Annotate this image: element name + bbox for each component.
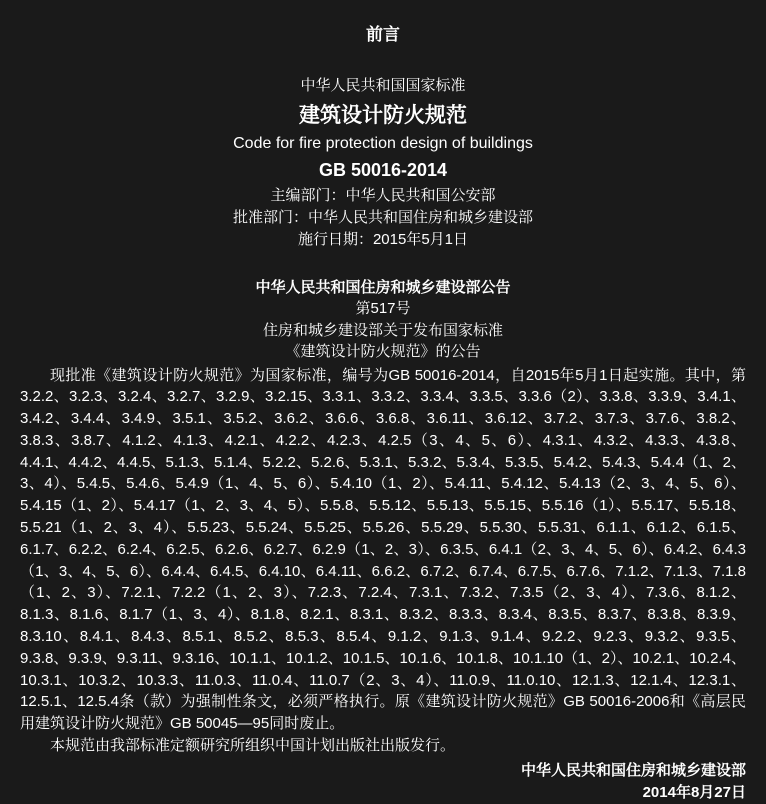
page-title: 前言 [366, 25, 400, 44]
standard-label: 中华人民共和国国家标准 [300, 77, 466, 94]
approval-department-line: 批准部门：中华人民共和国住房和城乡建设部 [232, 209, 533, 226]
announcement-body [20, 365, 746, 757]
standard-code: GB 50016-2014 [318, 160, 448, 180]
announcement-header [20, 277, 746, 363]
signature-department: 中华人民共和国住房和城乡建设部 [520, 761, 746, 779]
announcement-paragraph-1: 现批准《建筑设计防火规范》为国家标准，编号为GB 50016-2014，自2015年5月1日起实施。其中，第3.2.2、3.2.3、3.2.4、3.2.7、3.2.9、3.2.15、3.3.1、3.3.2、3.3.4、3.3.5、3.3.6（2）、3.3.8、3.3.9、3.4.1、3.4.2、3.4.4、3.4.9、3.5.1、3.5.2、3.6.2、3.6.6、3.6.8、3.6.11、3.6.12、3.7.2、3.7.3、3.7.6、3.8.2、3.8.3、3.8.7、4.1.2、4.1.3、4.2.1、4.2.2、4.2.3、4.2.5（3、4、5、6）、4.3.1、4.3.2、4.3.3、4.3.8、4.4.1、4.4.2、4.4.5、5.1.3、5.1.4、5.2.2、5.2.6、5.3.1、5.3.2、5.3.4、5.3.5、5.4.2、5.4.3、5.4.4（1、2、3、4）、5.4.5、5.4.6、5.4.9（1、4、5、6）、5.4.10（1、2）、5.4.11、5.4.12、5.4.13（2、3、4、5、6）、5.4.15（1、2）、5.4.17（1、2、3、4、5）、5.5.8、5.5.12、5.5.13、5.5.15、5.5.16（1）、5.5.17、5.5.18、5.5.21（1、2、3、4）、5.5.23、5.5.24、5.5.25、5.5.26、5.5.29、5.5.30、5.5.31、6.1.1、6.1.2、6.1.5、6.1.7、6.2.2、6.2.4、6.2.5、6.2.6、6.2.7、6.2.9（1、2、3）、6.3.5、6.4.1（2、3、4、5、6）、6.4.2、6.4.3（1、3、4、5、6）、6.4.4、6.4.5、6.4.10、6.4.11、6.6.2、6.7.2、6.7.4、6.7.5、6.7.6、7.1.2、7.1.3、7.1.8（1、2、3）、7.2.1、7.2.2（1、2、3）、7.2.3、7.2.4、7.3.1、7.3.2、7.3.5（2、3、4）、7.3.6、8.1.2、8.1.3、8.1.6、8.1.7（1、3、4）、8.1.8、8.2.1、8.3.1、8.3.2、8.3.3、8.3.4、8.3.5、8.3.7、8.3.8、8.3.9、8.3.10、8.4.1、8.4.3、8.5.1、8.5.2、8.5.3、8.5.4、9.1.2、9.1.3、9.1.4、9.2.2、9.2.3、9.3.2、9.3.5、9.3.8、9.3.9、9.3.11、9.3.16、10.1.1、10.1.2、10.1.5、10.1.6、10.1.8、10.1.10（1、2）、10.2.1、10.2.4、10.3.1、10.3.2、10.3.3、11.0.3、11.0.4、11.0.7（2、3、4）、11.0.9、11.0.10、12.1.3、12.1.4、12.3.1、12.5.1、12.5.4条（款）为强制性条文，必须严格执行。原《建筑设计防火规范》GB 50016-2006和《高层民用建筑设计防火规范》GB 50045—95同时废止。 [20, 366, 746, 733]
standard-header [20, 76, 746, 251]
announcement-subtitle-line2: 《建筑设计防火规范》的公告 [285, 343, 481, 360]
implementation-date-line: 施行日期：2015年5月1日 [297, 231, 469, 248]
announcement-subtitle-line1: 住房和城乡建设部关于发布国家标准 [262, 321, 503, 339]
announcement-heading: 中华人民共和国住房和城乡建设部公告 [255, 279, 511, 296]
announcement-paragraph-2: 本规范由我部标准定额研究所组织中国计划出版社出版发行。 [50, 737, 456, 755]
announcement-number: 第517号 [355, 300, 411, 317]
chief-department-line: 主编部门：中华人民共和国公安部 [270, 187, 496, 204]
standard-english-title: Code for fire protection design of buildings [233, 135, 533, 152]
signature-block [20, 760, 746, 804]
standard-title: 建筑设计防火规范 [299, 104, 467, 127]
signature-date: 2014年8月27日 [642, 783, 746, 801]
